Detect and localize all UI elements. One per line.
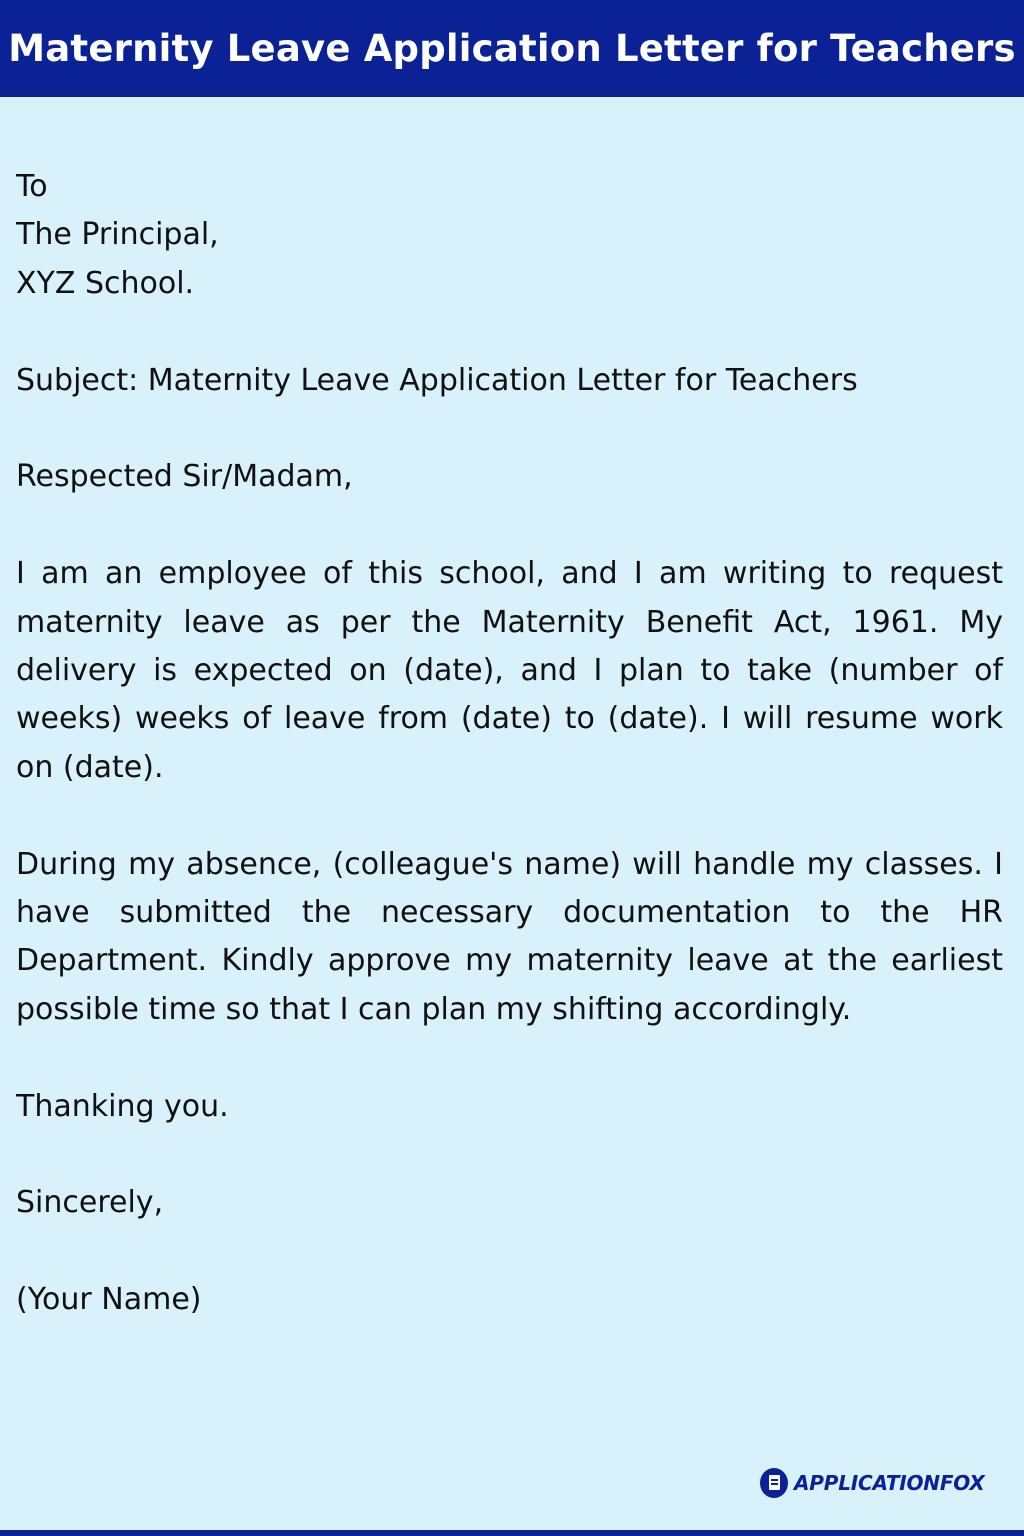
salutation: Respected Sir/Madam, [16,459,353,495]
page-title: Maternity Leave Application Letter for Teachers [8,27,1016,70]
brand-logo [760,1468,985,1498]
letter-body [16,163,1003,1373]
bottom-divider [0,1530,1024,1536]
closing-line: Sincerely, [16,1185,164,1221]
page-header [0,0,1024,97]
brand-logo-text: APPLICATIONFOX [794,1471,985,1495]
address-line: The Principal, [16,217,219,253]
address-line: To [16,169,48,204]
thanks-line: Thanking you. [16,1088,229,1124]
document-icon [760,1468,788,1498]
signature-line: (Your Name) [16,1282,202,1318]
address-line: XYZ School. [16,265,195,301]
body-paragraph-1: I am an employee of this school, and I am writing to request maternity leave as per the Maternity Benefit Act, 1961. My delivery is expected on (date), and I plan to take (number of weeks) weeks of leave from (date) to (date). I will resume work on (date). [16,556,1003,785]
subject-line: Subject: Maternity Leave Application Letter for Teachers [16,362,858,398]
recipient-address [16,163,1003,308]
body-paragraph-2: During my absence, (colleague's name) will handle my classes. I have submitted the necessary documentation to the HR Department. Kindly approve my maternity leave at the earliest possible time so that I can plan my shifting accordingly. [16,846,1003,1027]
